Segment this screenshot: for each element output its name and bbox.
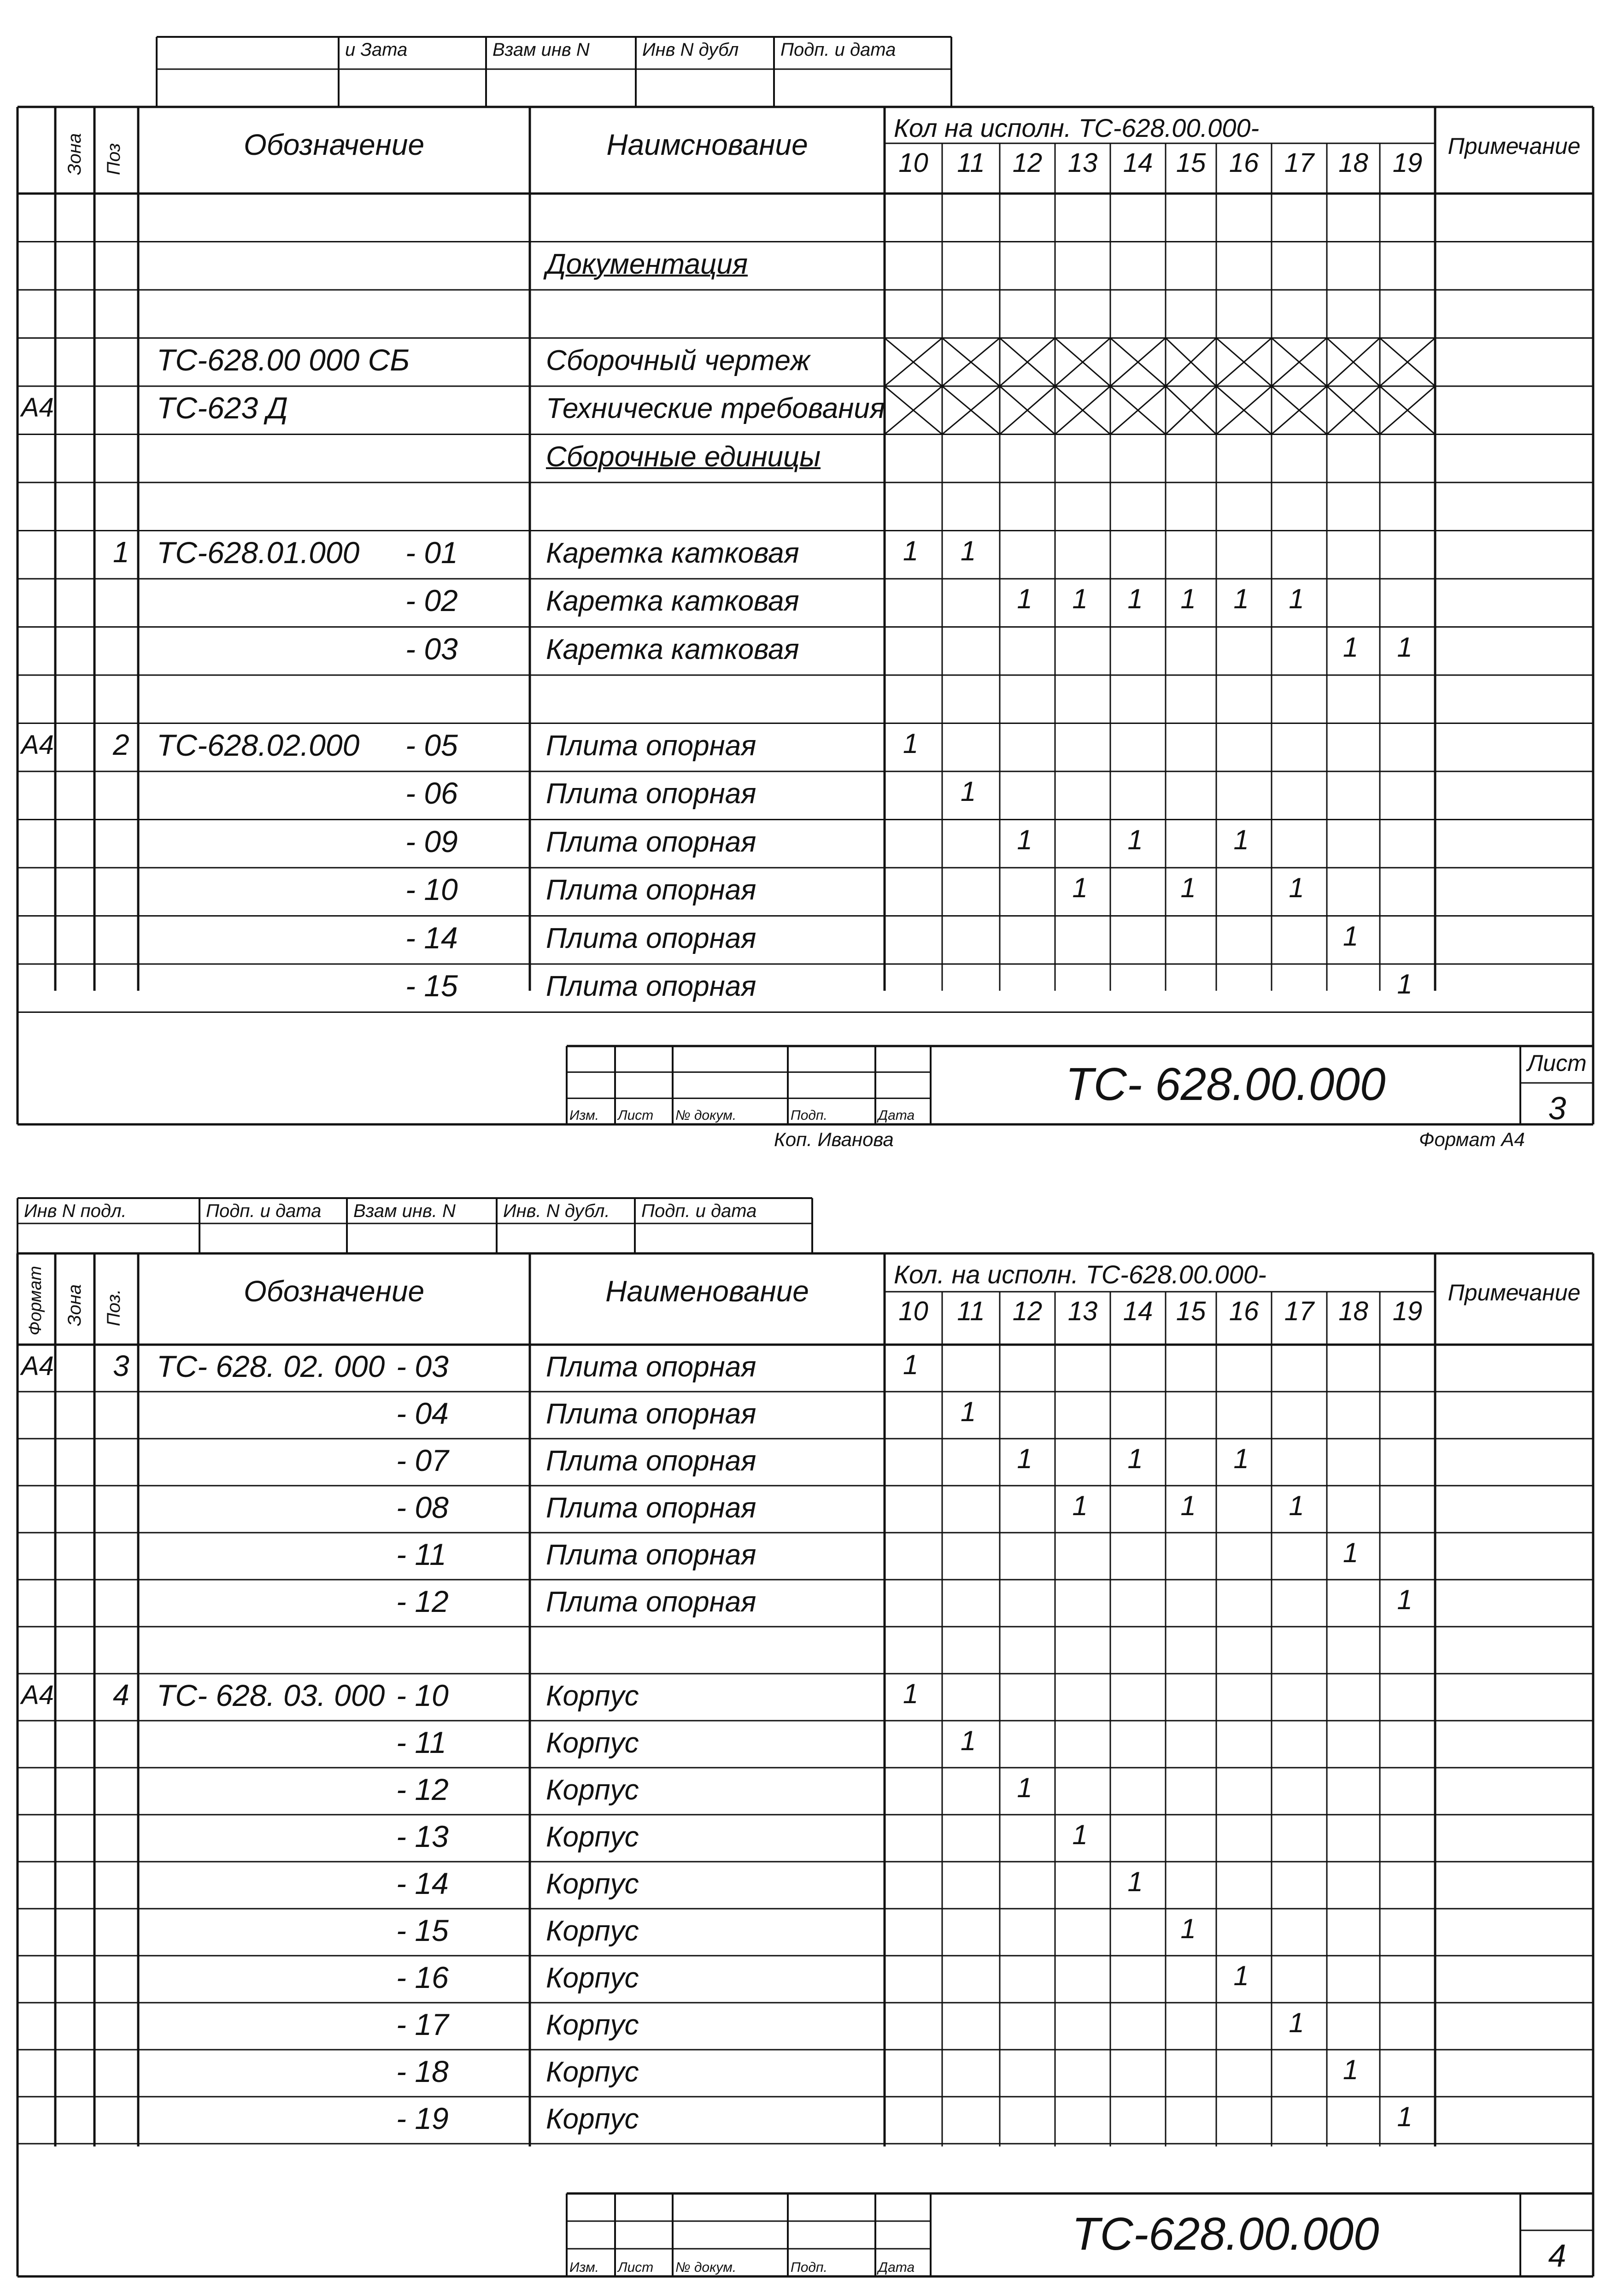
document-code: ТС- 628.00.000 xyxy=(1065,1058,1386,1110)
name-cell: Корпус xyxy=(546,1774,639,1806)
name-cell: Сборочные единицы xyxy=(546,441,821,473)
variant-number: 18 xyxy=(1338,147,1368,178)
titleblock-label: Дата xyxy=(878,1108,915,1123)
titleblock-label: Лист xyxy=(618,2260,654,2275)
variant-number: 10 xyxy=(898,1296,928,1327)
header-format: Формат xyxy=(26,1266,45,1335)
header-zone: Зона xyxy=(64,1284,85,1326)
designation-suffix: - 08 xyxy=(396,1490,449,1524)
quantity-cell: 1 xyxy=(960,535,976,566)
pos-cell: 1 xyxy=(113,535,129,569)
quantity-cell: 1 xyxy=(1343,1537,1359,1568)
titleblock-label: Дата xyxy=(878,2260,915,2275)
quantity-cell: 1 xyxy=(1343,631,1359,663)
designation-suffix: - 03 xyxy=(396,1349,449,1383)
quantity-cell: 1 xyxy=(1127,1443,1143,1474)
name-cell: Корпус xyxy=(546,2009,639,2041)
variant-number: 19 xyxy=(1392,1296,1423,1327)
quantity-cell: 1 xyxy=(1180,1913,1196,1944)
designation-suffix: - 10 xyxy=(405,872,458,906)
variant-number: 18 xyxy=(1338,1296,1368,1327)
variant-number: 16 xyxy=(1229,1296,1259,1327)
designation-suffix: - 17 xyxy=(396,2007,449,2041)
variant-number: 19 xyxy=(1392,147,1423,178)
quantity-cell: 1 xyxy=(1397,2101,1413,2132)
variant-number: 16 xyxy=(1229,147,1259,178)
quantity-cell: 1 xyxy=(1233,824,1249,855)
quantity-cell: 1 xyxy=(1343,920,1359,952)
name-cell: Плита опорная xyxy=(546,1586,756,1618)
pos-cell: 4 xyxy=(113,1678,129,1711)
quantity-cell: 1 xyxy=(1180,1490,1196,1521)
variant-number: 12 xyxy=(1012,147,1043,178)
name-cell: Плита опорная xyxy=(546,778,756,810)
titleblock-label: Изм. xyxy=(569,1108,599,1123)
stamp-label: Подп. и дата xyxy=(780,40,896,60)
name-cell: Плита опорная xyxy=(546,1445,756,1477)
quantity-cell: 1 xyxy=(1233,1443,1249,1474)
quantity-cell: 1 xyxy=(1127,824,1143,855)
quantity-cell: 1 xyxy=(1343,2054,1359,2085)
quantity-cell: 1 xyxy=(903,1349,919,1380)
designation-suffix: - 15 xyxy=(405,969,458,1003)
name-cell: Плита опорная xyxy=(546,1539,756,1571)
stamp-label: и Зата xyxy=(345,40,408,60)
stamp-label: Взам инв N xyxy=(492,40,590,60)
header-designation: Обозначение xyxy=(243,128,425,161)
name-cell: Плита опорная xyxy=(546,874,756,906)
header-note: Примечание xyxy=(1448,133,1581,159)
format-note: Формат А4 xyxy=(1419,1129,1525,1150)
sheet-number: 4 xyxy=(1548,2238,1566,2274)
sheet-label: Лист xyxy=(1527,1050,1587,1076)
designation-cell: ТС- 628. 02. 000 xyxy=(157,1349,385,1383)
pos-cell: 2 xyxy=(113,728,129,761)
designation-suffix: - 01 xyxy=(405,535,458,570)
header-qty: Кол. на исполн. ТС-628.00.000- xyxy=(894,1260,1266,1289)
name-cell: Корпус xyxy=(546,1962,639,1994)
quantity-cell: 1 xyxy=(1233,1960,1249,1991)
variant-number: 15 xyxy=(1176,1296,1206,1327)
designation-suffix: - 12 xyxy=(396,1584,449,1618)
name-cell: Каретка катковая xyxy=(546,585,799,617)
stamp-label: Подп. и дата xyxy=(206,1201,322,1221)
designation-suffix: - 18 xyxy=(396,2054,449,2088)
quantity-cell: 1 xyxy=(1072,872,1088,903)
variant-number: 13 xyxy=(1067,1296,1098,1327)
designation-cell: ТС-628.02.000 xyxy=(157,728,360,762)
quantity-cell: 1 xyxy=(1017,824,1032,855)
header-designation: Обозначение xyxy=(243,1275,425,1308)
designation-suffix: - 05 xyxy=(405,728,458,762)
quantity-cell: 1 xyxy=(1397,1584,1413,1615)
designation-cell: ТС-628.01.000 xyxy=(157,535,360,570)
designation-suffix: - 15 xyxy=(396,1913,449,1947)
name-cell: Плита опорная xyxy=(546,729,756,762)
name-cell: Корпус xyxy=(546,1727,639,1759)
quantity-cell: 1 xyxy=(1127,583,1143,614)
designation-suffix: - 11 xyxy=(396,1725,446,1759)
variant-number: 14 xyxy=(1123,1296,1153,1327)
name-cell: Сборочный чертеж xyxy=(546,344,810,376)
designation-suffix: - 04 xyxy=(396,1396,449,1430)
designation-suffix: - 13 xyxy=(396,1819,449,1853)
name-cell: Технические требования xyxy=(546,393,885,424)
quantity-cell: 1 xyxy=(1289,2007,1304,2038)
name-cell: Корпус xyxy=(546,1915,639,1947)
name-cell: Корпус xyxy=(546,1680,639,1712)
stamp-label: Подп. и дата xyxy=(641,1201,757,1221)
name-cell: Плита опорная xyxy=(546,1492,756,1524)
titleblock-label: Лист xyxy=(618,1108,654,1123)
name-cell: Каретка катковая xyxy=(546,633,799,665)
designation-suffix: - 11 xyxy=(396,1537,446,1571)
copy-note: Коп. Иванова xyxy=(774,1129,894,1150)
quantity-cell: 1 xyxy=(1072,1490,1088,1521)
quantity-cell: 1 xyxy=(1180,872,1196,903)
name-cell: Корпус xyxy=(546,1868,639,1900)
name-cell: Плита опорная xyxy=(546,922,756,954)
quantity-cell: 1 xyxy=(960,1725,976,1756)
titleblock-label: Подп. xyxy=(791,1108,827,1123)
designation-suffix: - 07 xyxy=(396,1443,449,1477)
quantity-cell: 1 xyxy=(1397,969,1413,1000)
designation-suffix: - 14 xyxy=(396,1866,449,1900)
variant-number: 10 xyxy=(898,147,928,178)
header-name: Наимснование xyxy=(606,128,808,161)
variant-number: 17 xyxy=(1284,1296,1314,1327)
designation-suffix: - 06 xyxy=(405,776,458,810)
pos-cell: 3 xyxy=(113,1349,129,1382)
titleblock-label: № докум. xyxy=(675,2260,737,2275)
variant-number: 11 xyxy=(957,1296,985,1327)
quantity-cell: 1 xyxy=(1397,631,1413,663)
header-name: Наименование xyxy=(605,1275,809,1308)
name-cell: Корпус xyxy=(546,2103,639,2135)
quantity-cell: 1 xyxy=(960,776,976,807)
designation-suffix: - 19 xyxy=(396,2101,449,2135)
quantity-cell: 1 xyxy=(1072,1819,1088,1850)
variant-number: 13 xyxy=(1067,147,1098,178)
designation-suffix: - 12 xyxy=(396,1772,449,1806)
designation-suffix: - 02 xyxy=(405,583,458,617)
format-cell: А4 xyxy=(21,393,54,423)
designation-cell: ТС-623 Д xyxy=(157,391,288,425)
variant-number: 14 xyxy=(1123,147,1153,178)
name-cell: Корпус xyxy=(546,1821,639,1853)
name-cell: Плита опорная xyxy=(546,970,756,1002)
header-pos: Поз. xyxy=(104,1289,124,1326)
variant-number: 15 xyxy=(1176,147,1206,178)
quantity-cell: 1 xyxy=(1180,583,1196,614)
name-cell: Корпус xyxy=(546,2056,639,2088)
quantity-cell: 1 xyxy=(1127,1866,1143,1897)
titleblock-label: Изм. xyxy=(569,2260,599,2275)
name-cell: Каретка катковая xyxy=(546,537,799,569)
designation-suffix: - 14 xyxy=(405,920,458,955)
quantity-cell: 1 xyxy=(903,1678,919,1709)
quantity-cell: 1 xyxy=(1289,583,1304,614)
name-cell: Плита опорная xyxy=(546,1398,756,1430)
header-qty: Кол на исполн. ТС-628.00.000- xyxy=(894,113,1260,142)
format-cell: А4 xyxy=(21,1351,54,1381)
designation-cell: ТС- 628. 03. 000 xyxy=(157,1678,385,1712)
name-cell: Документация xyxy=(546,248,748,280)
variant-number: 17 xyxy=(1284,147,1314,178)
stamp-label: Инв N подл. xyxy=(24,1201,127,1221)
titleblock-label: Подп. xyxy=(791,2260,827,2275)
designation-suffix: - 09 xyxy=(405,824,458,858)
quantity-cell: 1 xyxy=(1289,872,1304,903)
document-code: ТС-628.00.000 xyxy=(1072,2208,1379,2260)
format-cell: А4 xyxy=(21,1680,54,1710)
designation-suffix: - 16 xyxy=(396,1960,449,1994)
stamp-label: Инв. N дубл. xyxy=(503,1201,610,1221)
titleblock-label: № докум. xyxy=(675,1108,737,1123)
variant-number: 11 xyxy=(957,147,985,178)
quantity-cell: 1 xyxy=(903,728,919,759)
designation-suffix: - 03 xyxy=(405,631,458,666)
sheet-number: 3 xyxy=(1548,1090,1566,1126)
header-zone: Зона xyxy=(64,133,85,175)
designation-suffix: - 10 xyxy=(396,1678,449,1712)
variant-number: 12 xyxy=(1012,1296,1043,1327)
header-note: Примечание xyxy=(1448,1280,1581,1305)
stamp-label: Взам инв. N xyxy=(353,1201,456,1221)
quantity-cell: 1 xyxy=(1072,583,1088,614)
designation-cell: ТС-628.00 000 СБ xyxy=(157,342,410,377)
quantity-cell: 1 xyxy=(903,535,919,566)
name-cell: Плита опорная xyxy=(546,826,756,858)
quantity-cell: 1 xyxy=(960,1396,976,1427)
quantity-cell: 1 xyxy=(1017,583,1032,614)
format-cell: А4 xyxy=(21,729,54,760)
stamp-label: Инв N дубл xyxy=(642,40,739,60)
quantity-cell: 1 xyxy=(1017,1443,1032,1474)
header-pos: Поз xyxy=(104,143,124,175)
name-cell: Плита опорная xyxy=(546,1351,756,1383)
quantity-cell: 1 xyxy=(1017,1772,1032,1803)
quantity-cell: 1 xyxy=(1233,583,1249,614)
quantity-cell: 1 xyxy=(1289,1490,1304,1521)
